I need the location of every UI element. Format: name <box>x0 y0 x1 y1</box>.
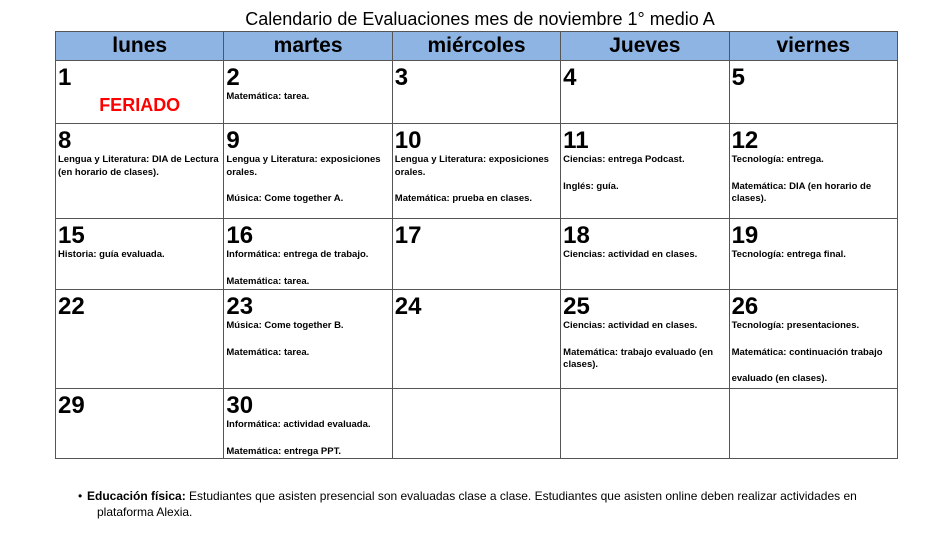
day-number: 3 <box>394 64 409 91</box>
weekday-header: lunes <box>56 32 224 61</box>
weekday-header-row <box>56 32 898 61</box>
evaluation-entry: Tecnología: entrega final. <box>731 249 846 260</box>
day-cell <box>561 61 729 124</box>
evaluation-entry: Matemática: tarea. <box>226 91 310 102</box>
day-cell <box>224 290 392 389</box>
evaluation-entry: Historia: guía evaluada. <box>58 249 165 260</box>
day-cell <box>56 219 224 290</box>
day-number: 24 <box>394 293 422 320</box>
day-number: 1 <box>58 64 72 91</box>
day-number: 26 <box>731 293 759 320</box>
week-row <box>56 61 898 124</box>
evaluation-entry: Matemática: prueba en clases. <box>394 193 533 204</box>
evaluation-entry: Matemática: tarea. <box>226 346 310 358</box>
day-number: 2 <box>226 64 240 91</box>
evaluation-entry: evaluado (en clases). <box>731 373 828 384</box>
day-cell <box>224 124 392 219</box>
evaluation-entry: Ciencias: actividad en clases. <box>563 320 698 331</box>
day-cell <box>392 219 560 290</box>
day-number: 29 <box>58 392 85 419</box>
evaluation-entry: Ciencias: entrega Podcast. <box>563 154 685 165</box>
weekday-header: miércoles <box>392 32 560 61</box>
week-row <box>56 389 898 459</box>
day-number: 8 <box>58 127 72 154</box>
evaluation-entry: Matemática: trabajo evaluado (en clases). <box>563 346 714 370</box>
day-cell <box>729 389 897 459</box>
day-cell <box>729 219 897 290</box>
weekday-header: martes <box>224 32 392 61</box>
week-row <box>56 124 898 219</box>
page-title: Calendario de Evaluaciones mes de noviembre 1° medio A <box>245 9 715 29</box>
week-row <box>56 290 898 389</box>
footnote-text: Estudiantes que asisten presencial son evaluadas clase a clase. Estudiantes que asisten online deben realizar actividades en <box>185 489 857 503</box>
day-number: 12 <box>731 127 759 154</box>
evaluation-entry: Matemática: tarea. <box>226 275 310 287</box>
evaluation-entry: Inglés: guía. <box>563 180 619 192</box>
day-cell <box>56 389 224 459</box>
day-cell <box>392 124 560 219</box>
day-cell <box>561 124 729 219</box>
day-number: 25 <box>563 293 590 320</box>
day-cell <box>561 290 729 389</box>
day-number: 10 <box>394 127 422 154</box>
day-cell <box>56 61 224 124</box>
week-row <box>56 219 898 290</box>
weekday-header: Jueves <box>561 32 729 61</box>
evaluation-entry: Matemática: entrega PPT. <box>226 445 341 457</box>
footnote-text-continued: plataforma Alexia. <box>97 505 193 519</box>
evaluation-entry: Tecnología: entrega. <box>731 154 824 165</box>
day-cell <box>392 389 560 459</box>
evaluation-entry: Lengua y Literatura: DIA de Lectura (en horario de clases). <box>58 154 219 178</box>
day-number: 18 <box>563 222 590 249</box>
weekday-header: viernes <box>729 32 897 61</box>
day-cell <box>561 389 729 459</box>
day-number: 5 <box>731 64 745 91</box>
evaluation-entry: Matemática: DIA (en horario de clases). <box>731 180 872 204</box>
day-number: 22 <box>58 293 85 320</box>
bullet: • <box>78 489 83 503</box>
evaluation-entry: Informática: entrega de trabajo. <box>226 249 369 260</box>
day-cell <box>392 61 560 124</box>
day-cell <box>224 219 392 290</box>
evaluation-calendar <box>55 31 898 459</box>
day-cell <box>729 124 897 219</box>
evaluation-entry: Lengua y Literatura: exposiciones orales. <box>394 154 549 178</box>
evaluation-entry: Tecnología: presentaciones. <box>731 320 860 331</box>
evaluation-entry: Música: Come together A. <box>226 193 344 204</box>
evaluation-entry: Lengua y Literatura: exposiciones orales. <box>226 154 381 178</box>
holiday-label: FERIADO <box>99 95 181 115</box>
day-cell <box>729 61 897 124</box>
day-cell <box>56 290 224 389</box>
day-number: 30 <box>226 392 254 419</box>
evaluation-entry: Informática: actividad evaluada. <box>226 419 371 430</box>
day-number: 4 <box>563 64 577 91</box>
day-number: 19 <box>731 222 759 249</box>
day-cell <box>56 124 224 219</box>
evaluation-entry: Música: Come together B. <box>226 320 344 331</box>
day-number: 17 <box>394 222 422 249</box>
day-number: 9 <box>226 127 240 154</box>
day-number: 15 <box>58 222 85 249</box>
day-number: 23 <box>226 293 254 320</box>
day-cell <box>561 219 729 290</box>
footnote-label: Educación física: <box>87 489 186 503</box>
day-cell <box>729 290 897 389</box>
day-cell <box>224 61 392 124</box>
day-cell <box>224 389 392 459</box>
day-cell <box>392 290 560 389</box>
day-number: 11 <box>563 127 589 154</box>
footnote <box>78 488 878 520</box>
evaluation-entry: Ciencias: actividad en clases. <box>563 249 698 260</box>
day-number: 16 <box>226 222 254 249</box>
evaluation-entry: Matemática: continuación trabajo <box>731 346 883 358</box>
